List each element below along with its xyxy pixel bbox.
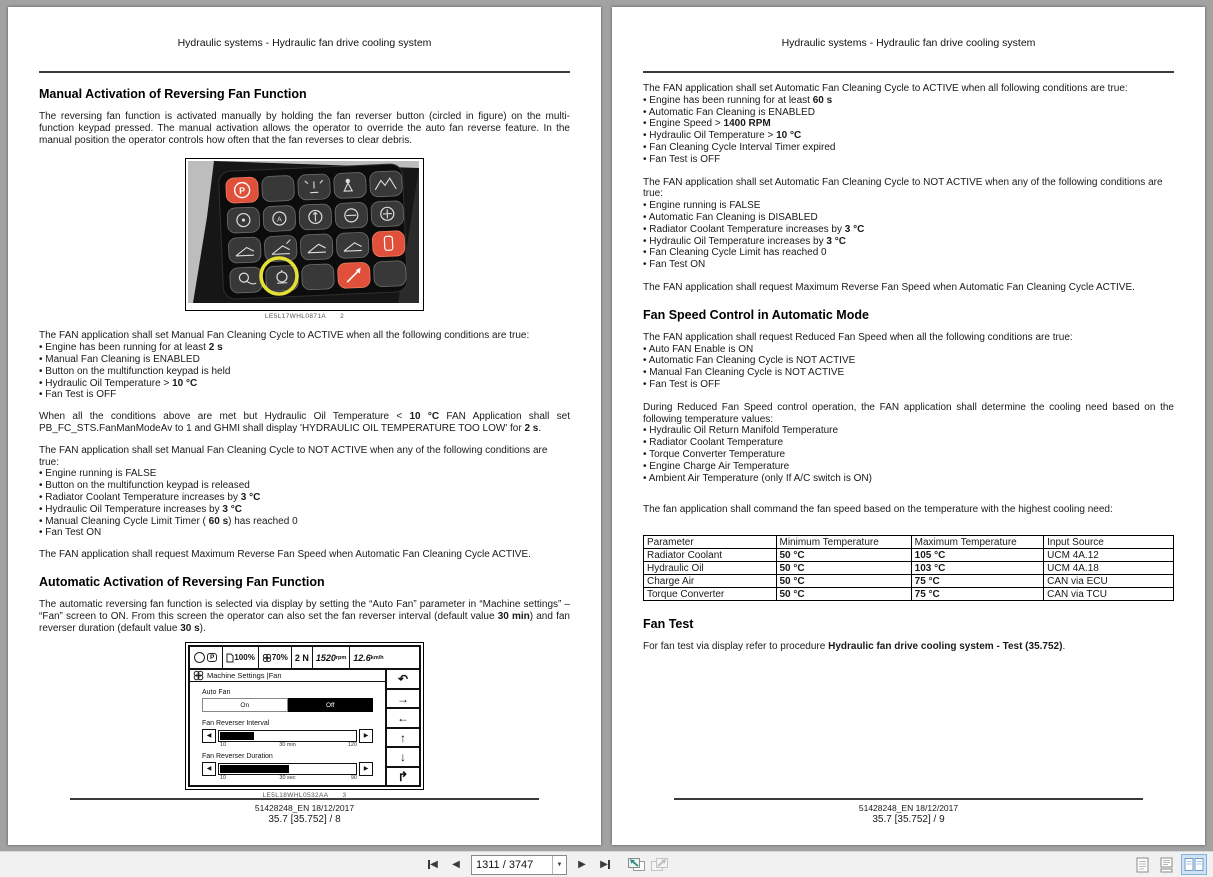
text: Hydraulic Oil Temperature increases by xyxy=(45,503,223,515)
header-rule xyxy=(643,71,1174,73)
slider-increase-button[interactable]: ▶ xyxy=(359,729,373,743)
previous-view-button[interactable] xyxy=(626,855,646,875)
figure-keypad xyxy=(185,158,424,320)
table-row xyxy=(644,575,1174,588)
tick-default: 30 sec xyxy=(279,775,296,782)
text: Button on the multifunction keypad is released xyxy=(45,480,250,492)
footer-rule xyxy=(674,798,1143,800)
text: Radiator Coolant Temperature xyxy=(649,437,784,449)
paragraph xyxy=(643,332,1174,344)
text: For fan test via display refer to procedure xyxy=(643,641,829,653)
bold-text: 30 min xyxy=(497,610,530,622)
fan-menu-icon xyxy=(193,670,204,681)
next-page-icon: ▶ xyxy=(578,859,586,870)
text: Torque Converter Temperature xyxy=(649,448,786,460)
first-page-icon: ◀ xyxy=(430,859,438,870)
bullet-marker: • xyxy=(643,367,650,379)
svg-text:A: A xyxy=(276,216,282,225)
bullet-item xyxy=(39,366,570,378)
slider-ticks xyxy=(216,742,359,750)
text: ) has reached 0 xyxy=(228,515,298,527)
footer-page-number: 35.7 [35.752] / 9 xyxy=(872,814,945,825)
bullet-marker: • xyxy=(39,527,46,539)
bullet-item xyxy=(39,378,570,390)
table-row xyxy=(644,562,1174,575)
text: Automatic Fan Cleaning Cycle is NOT ACTIVE xyxy=(648,355,856,367)
table-cell: 50 °C xyxy=(776,588,911,601)
bullet-marker: • xyxy=(643,437,650,449)
bullet-marker: • xyxy=(643,130,650,142)
text: Engine running is FALSE xyxy=(649,200,761,212)
text: Fan Test is OFF xyxy=(45,389,117,401)
bold-text: 3 °C xyxy=(240,491,261,503)
text: Engine Speed > xyxy=(649,118,724,130)
section-heading: Fan Test xyxy=(643,617,694,632)
bullet-marker: • xyxy=(39,491,46,503)
text: . xyxy=(538,422,542,434)
bullet-item xyxy=(643,449,1174,461)
continuous-view-icon xyxy=(1160,857,1173,873)
figure-frame xyxy=(185,642,424,790)
bold-text: 10 °C xyxy=(172,377,198,389)
table-cell: 50 °C xyxy=(776,575,911,588)
bullet-item xyxy=(643,473,1174,485)
section-heading: Fan Speed Control in Automatic Mode xyxy=(643,307,869,322)
section-heading: Manual Activation of Reversing Fan Function xyxy=(39,87,307,101)
bullet-item xyxy=(39,504,570,516)
first-page-button[interactable] xyxy=(423,855,443,875)
bullet-marker: • xyxy=(643,200,650,212)
paragraph xyxy=(39,445,570,469)
table-cell: CAN via TCU xyxy=(1044,588,1174,601)
next-view-icon xyxy=(650,857,669,872)
tick-max: 90 xyxy=(350,775,357,782)
bold-text: 10 °C xyxy=(776,130,802,142)
previous-view-icon xyxy=(627,857,646,872)
bold-text: 60 s xyxy=(812,94,833,106)
table-cell: Charge Air xyxy=(644,575,777,588)
paragraph xyxy=(643,402,1174,426)
table-cell: 103 °C xyxy=(911,562,1044,575)
header-rule xyxy=(39,71,570,73)
left-arrow-key[interactable]: ← xyxy=(387,709,419,729)
paragraph xyxy=(643,83,1174,95)
machine-display-screen xyxy=(188,645,421,787)
page-number-combobox[interactable] xyxy=(471,855,567,875)
bullet-item xyxy=(643,367,1174,379)
bullet-marker: • xyxy=(39,342,46,354)
gear-indicator: 2 N xyxy=(294,652,309,663)
text: The FAN application shall set Manual Fan Cleaning Cycle to NOT ACTIVE when any of the following conditions are true: xyxy=(39,444,548,468)
bullet-marker: • xyxy=(643,235,650,247)
page-footer xyxy=(70,798,539,825)
facing-pages-icon xyxy=(1184,857,1204,872)
bullet-item xyxy=(643,200,1174,212)
slider-fill xyxy=(220,765,289,773)
bullet-marker: • xyxy=(39,389,46,401)
table-row xyxy=(644,549,1174,562)
table-cell: Torque Converter xyxy=(644,588,777,601)
last-page-icon: ▶ xyxy=(600,859,608,870)
column-header: Parameter xyxy=(644,536,777,549)
bullet-item xyxy=(39,389,570,401)
footer-page-number: 35.7 [35.752] / 8 xyxy=(268,814,341,825)
table-cell: 75 °C xyxy=(911,575,1044,588)
fan-temperature-table xyxy=(643,535,1174,601)
bullet-list xyxy=(39,468,570,539)
bullet-item xyxy=(643,118,1174,130)
bullet-marker: • xyxy=(643,460,650,472)
speed-unit: km/h xyxy=(370,654,384,661)
multifunction-keypad-photo xyxy=(188,161,419,303)
slider-ticks xyxy=(216,775,359,783)
text: Manual Cleaning Cycle Limit Timer ( xyxy=(45,515,209,527)
text: Engine has been running for at least xyxy=(649,94,813,106)
bullet-item xyxy=(643,130,1174,142)
text: The FAN application shall request Maximum Reverse Fan Speed when Automatic Fan Cleaning Cycle ACTIVE. xyxy=(39,549,531,561)
rpm-unit: rpm xyxy=(335,654,347,661)
text: Engine Charge Air Temperature xyxy=(649,460,790,472)
fan-percent: 70% xyxy=(271,653,288,663)
text: Manual Fan Cleaning is ENABLED xyxy=(45,353,200,365)
text: Button on the multifunction keypad is held xyxy=(45,365,231,377)
text: During Reduced Fan Speed control operation, the FAN application shall determine the cooling need based on the following temperature values: xyxy=(643,401,1174,425)
fuel-gauge-icon xyxy=(226,653,234,663)
viewer-toolbar xyxy=(0,851,1213,877)
text: Hydraulic Oil Temperature > xyxy=(649,130,777,142)
table-cell: 50 °C xyxy=(776,562,911,575)
bullet-item xyxy=(643,236,1174,248)
page-header: Hydraulic systems - Hydraulic fan drive cooling system xyxy=(781,37,1036,49)
tick-max: 120 xyxy=(347,742,357,749)
down-arrow-key[interactable]: ↓ xyxy=(387,748,419,768)
bold-text: 1400 RPM xyxy=(723,118,771,130)
page-header: Hydraulic systems - Hydraulic fan drive cooling system xyxy=(177,37,432,49)
text: Fan Cleaning Cycle Limit has reached 0 xyxy=(649,247,827,259)
text: FAN Application shall set PB_FC_STS.FanManModeAv to 1 and GHMI shall display 'HYDRAULIC OIL TEMPERATURE TOO LOW' for xyxy=(39,411,570,434)
bullet-list xyxy=(643,200,1174,271)
text: The FAN application shall request Reduced Fan Speed when all the following conditions are true: xyxy=(643,331,1073,343)
svg-text:P: P xyxy=(238,185,246,197)
text: Engine running is FALSE xyxy=(45,468,157,480)
page-navigation-cluster xyxy=(423,852,669,877)
next-page-button[interactable] xyxy=(572,855,592,875)
text: Fan Test ON xyxy=(45,527,102,539)
bullet-marker: • xyxy=(39,480,46,492)
document-page-right xyxy=(612,7,1205,845)
enter-arrow-key[interactable]: ↱ xyxy=(397,768,409,784)
figure-caption-code: LE5L17WHL0871A xyxy=(264,313,327,321)
bold-text: 2 s xyxy=(524,422,539,434)
bullet-marker: • xyxy=(643,448,650,460)
bullet-list xyxy=(643,344,1174,391)
text: The FAN application shall request Maximum Reverse Fan Speed when Automatic Fan Cleaning Cycle ACTIVE. xyxy=(643,281,1135,293)
text: The fan application shall command the fan speed based on the temperature with the highest cooling need: xyxy=(643,504,1113,516)
figure-caption-number: 3 xyxy=(342,792,347,800)
bullet-marker: • xyxy=(643,211,649,223)
table-cell: UCM 4A.18 xyxy=(1044,562,1174,575)
bullet-marker: • xyxy=(39,353,46,365)
text: Hydraulic Oil Temperature increases by xyxy=(649,235,827,247)
previous-page-button[interactable] xyxy=(446,855,466,875)
bullet-marker: • xyxy=(39,377,46,389)
text: The FAN application shall set Automatic Fan Cleaning Cycle to ACTIVE when all following conditions are true: xyxy=(643,83,1128,94)
tick-default: 30 min xyxy=(279,742,296,749)
bullet-item xyxy=(39,527,570,539)
slider-decrease-button[interactable]: ◀ xyxy=(202,729,216,743)
section-heading: Automatic Activation of Reversing Fan Function xyxy=(39,574,325,589)
bold-text: 10 °C xyxy=(409,411,440,423)
text: Hydraulic Oil Return Manifold Temperature xyxy=(649,425,839,437)
bullet-marker: • xyxy=(643,259,650,271)
fan-icon xyxy=(262,653,272,663)
bullet-item xyxy=(39,492,570,504)
table-row xyxy=(644,588,1174,601)
text: Fan Cleaning Cycle Interval Timer expired xyxy=(649,141,836,153)
bold-text: 3 °C xyxy=(844,223,865,235)
text: ) and fan reverser duration (default value xyxy=(39,610,570,634)
back-arrow-key[interactable]: ↶ xyxy=(387,670,419,690)
text: ). xyxy=(199,622,206,634)
table-cell: 50 °C xyxy=(776,549,911,562)
bullet-marker: • xyxy=(643,472,649,484)
text: Fan Test is OFF xyxy=(649,153,721,165)
bullet-marker: • xyxy=(39,503,46,515)
slider-fill xyxy=(220,732,254,740)
tick-min: 10 xyxy=(220,742,227,749)
combobox-dropdown-icon[interactable]: ▼ xyxy=(552,856,566,874)
text: Auto FAN Enable is ON xyxy=(648,343,754,355)
last-page-button[interactable] xyxy=(595,855,615,875)
text: Radiator Coolant Temperature increases by xyxy=(649,223,845,235)
paragraph xyxy=(39,599,570,634)
bullet-item xyxy=(39,354,570,366)
text: Fan Test ON xyxy=(649,259,706,271)
bullet-item xyxy=(39,480,570,492)
speed-value: 12.6 xyxy=(353,652,371,663)
text: The automatic reversing fan function is selected via display by setting the “Auto Fan” parameter in “Machine settings” – “Fan” screen to ON. From this screen the operator can also set the fan reverser interval (default value xyxy=(39,598,570,622)
next-view-button[interactable] xyxy=(649,855,669,875)
bullet-item xyxy=(643,437,1174,449)
paragraph xyxy=(39,111,570,146)
paragraph xyxy=(39,330,570,342)
bullet-item xyxy=(643,379,1174,391)
bold-text: 2 s xyxy=(208,342,223,354)
slider-decrease-button[interactable]: ◀ xyxy=(202,762,216,776)
fan-reverser-duration-slider[interactable] xyxy=(202,762,373,775)
text: When all the conditions above are met but Hydraulic Oil Temperature < xyxy=(39,411,410,423)
text: Engine has been running for at least xyxy=(45,342,209,354)
previous-page-icon: ◀ xyxy=(452,859,460,870)
bullet-marker: • xyxy=(643,343,649,355)
bullet-marker: • xyxy=(643,425,650,437)
slider-increase-button[interactable]: ▶ xyxy=(359,762,373,776)
bullet-marker: • xyxy=(39,468,46,480)
text: Automatic Fan Cleaning is ENABLED xyxy=(648,106,815,118)
column-header: Maximum Temperature xyxy=(911,536,1044,549)
bullet-item xyxy=(643,224,1174,236)
bullet-marker: • xyxy=(39,365,46,377)
page-layout-cluster xyxy=(1133,852,1207,877)
figure-caption-number: 2 xyxy=(340,313,345,321)
bold-text: 3 °C xyxy=(826,235,846,247)
bullet-marker: • xyxy=(643,141,650,153)
bullet-list xyxy=(643,425,1174,484)
tick-min: 10 xyxy=(220,775,227,782)
paragraph xyxy=(39,549,570,561)
display-status-bar xyxy=(190,647,419,670)
auto-fan-label: Auto Fan xyxy=(202,689,231,697)
paragraph xyxy=(39,411,570,435)
bold-text: Hydraulic fan drive cooling system - Test (35.752) xyxy=(828,641,1063,653)
bullet-item xyxy=(643,461,1174,473)
bullet-marker: • xyxy=(643,223,650,235)
auto-fan-on-option[interactable]: On xyxy=(202,698,288,712)
text: Hydraulic Oil Temperature > xyxy=(45,377,173,389)
table-cell: Hydraulic Oil xyxy=(644,562,777,575)
rpm-value: 1520 xyxy=(315,652,336,663)
slider-track[interactable] xyxy=(218,730,357,742)
page-footer xyxy=(674,798,1143,825)
text: The reversing fan function is activated manually by holding the fan reverser button (circled in figure) on the multi-function keypad pressed. The manual activation allows the operator to override the auto fan reverse feature. In the manual position the operator controls how often that the fan reverses to clear debris. xyxy=(39,111,570,146)
bold-text: 30 s xyxy=(180,622,200,634)
fan-reverser-duration-label: Fan Reverser Duration xyxy=(202,753,273,761)
bullet-marker: • xyxy=(39,515,46,527)
bullet-item xyxy=(643,259,1174,271)
figure-caption xyxy=(185,313,424,320)
bullet-list xyxy=(39,342,570,401)
document-page-left xyxy=(8,7,601,845)
paragraph xyxy=(643,282,1174,294)
auto-fan-toggle xyxy=(202,698,373,712)
bullet-marker: • xyxy=(643,378,650,390)
fan-reverser-interval-label: Fan Reverser Interval xyxy=(202,720,270,728)
display-screen-title-text: Machine Settings |Fan xyxy=(207,671,282,681)
footer-rule xyxy=(70,798,539,800)
text: The FAN application shall set Automatic Fan Cleaning Cycle to NOT ACTIVE when any of the following conditions are true: xyxy=(643,176,1163,200)
bullet-item xyxy=(643,154,1174,166)
status-round-icon xyxy=(194,652,205,663)
figure-frame xyxy=(185,158,424,311)
table-cell: UCM 4A.12 xyxy=(1044,549,1174,562)
bullet-marker: • xyxy=(643,247,650,259)
bullet-marker: • xyxy=(643,106,649,118)
text: Ambient Air Temperature (only If A/C switch is ON) xyxy=(648,472,872,484)
bold-text: 3 °C xyxy=(222,503,242,515)
text: The FAN application shall set Manual Fan Cleaning Cycle to ACTIVE when all the following conditions are true: xyxy=(39,330,530,342)
column-header: Minimum Temperature xyxy=(776,536,911,549)
bullet-marker: • xyxy=(643,118,650,130)
paragraph xyxy=(643,177,1174,201)
single-page-icon xyxy=(1136,857,1149,873)
continuous-view-button[interactable] xyxy=(1157,854,1176,876)
column-header: Input Source xyxy=(1044,536,1174,549)
parking-brake-icon: P xyxy=(207,653,217,662)
bullet-item xyxy=(39,342,570,354)
bullet-marker: • xyxy=(643,153,650,165)
bullet-item xyxy=(643,344,1174,356)
table-cell: Radiator Coolant xyxy=(644,549,777,562)
up-arrow-key[interactable]: ↑ xyxy=(387,729,419,749)
footer-doc-id: 51428248_EN 18/12/2017 xyxy=(858,803,959,813)
table-header-row xyxy=(644,536,1174,549)
text: Fan Test is OFF xyxy=(649,378,721,390)
bullet-list xyxy=(643,95,1174,166)
table-cell: 75 °C xyxy=(911,588,1044,601)
fuel-percent: 100% xyxy=(234,653,255,663)
text: Manual Fan Cleaning Cycle is NOT ACTIVE xyxy=(649,367,845,379)
footer-doc-id: 51428248_EN 18/12/2017 xyxy=(254,803,355,813)
bullet-item xyxy=(643,355,1174,367)
bullet-item xyxy=(643,142,1174,154)
bullet-item xyxy=(643,95,1174,107)
auto-fan-off-option[interactable]: Off xyxy=(288,698,374,712)
paragraph xyxy=(643,641,1174,653)
figure-display-screen xyxy=(185,642,424,799)
figure-caption-code: LE5L18WHL0532AA xyxy=(262,792,329,800)
bullet-item xyxy=(643,212,1174,224)
text: Automatic Fan Cleaning is DISABLED xyxy=(648,211,818,223)
right-arrow-key[interactable]: → xyxy=(387,690,419,710)
display-screen-title xyxy=(190,670,385,682)
paragraph xyxy=(643,504,1174,516)
bullet-item xyxy=(39,468,570,480)
bullet-item xyxy=(643,247,1174,259)
bullet-marker: • xyxy=(643,355,649,367)
slider-track[interactable] xyxy=(218,763,357,775)
table-cell: 105 °C xyxy=(911,549,1044,562)
bullet-marker: • xyxy=(643,94,650,106)
text: Radiator Coolant Temperature increases by xyxy=(45,491,241,503)
facing-pages-view-button[interactable] xyxy=(1181,854,1207,875)
fan-reverser-interval-slider[interactable] xyxy=(202,729,373,742)
text: . xyxy=(1062,641,1066,653)
bullet-item xyxy=(643,107,1174,119)
bullet-item xyxy=(643,425,1174,437)
page-number-value: 1311 / 3747 xyxy=(476,858,534,871)
bullet-item xyxy=(39,516,570,528)
display-softkey-column xyxy=(387,670,419,785)
table-cell: CAN via ECU xyxy=(1044,575,1174,588)
bold-text: 60 s xyxy=(208,515,229,527)
single-page-view-button[interactable] xyxy=(1133,854,1152,876)
